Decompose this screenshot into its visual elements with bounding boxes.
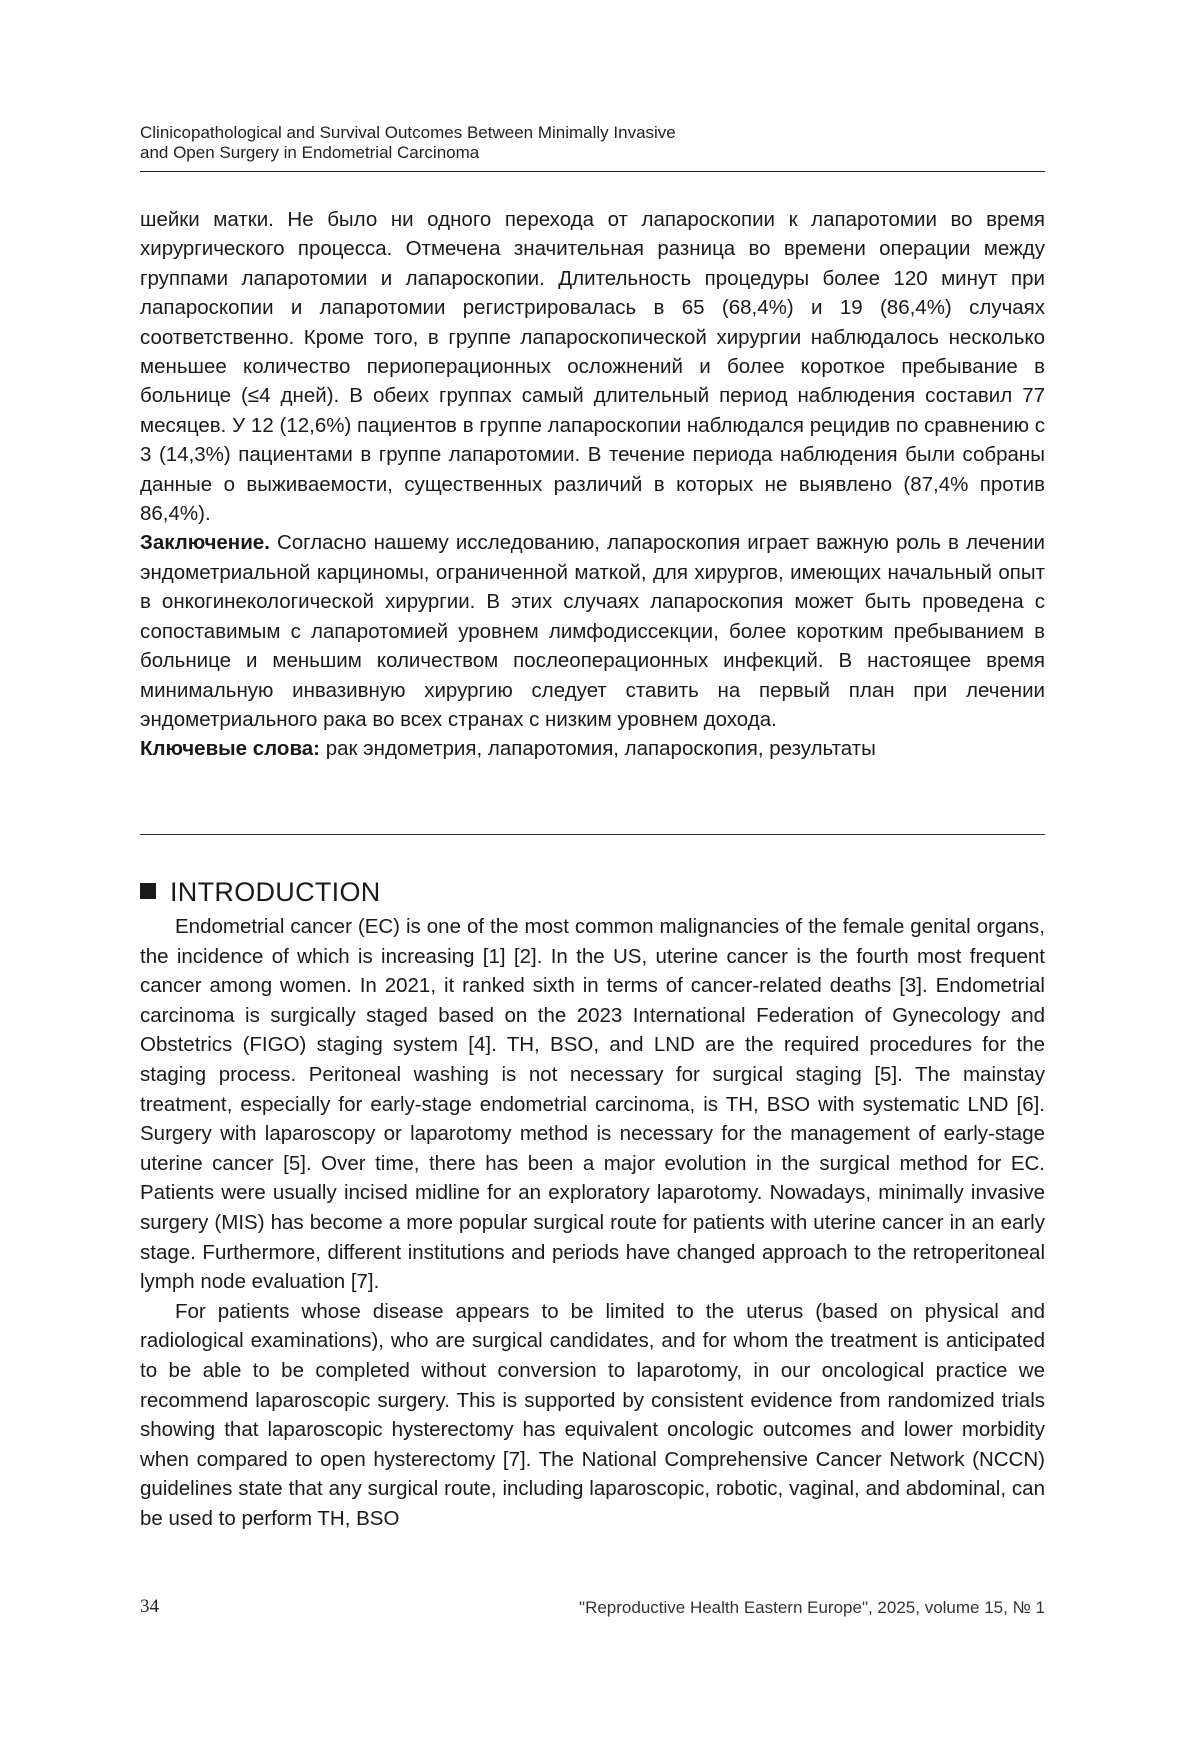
journal-citation: "Reproductive Health Eastern Europe", 2025, volume 15, № 1 — [579, 1598, 1045, 1617]
running-head — [140, 123, 1045, 172]
square-bullet-icon — [140, 883, 156, 899]
abstract-conclusion — [140, 528, 1045, 734]
introduction-paragraph-2: For patients whose disease appears to be limited to the uterus (based on physical and radiological examinations), who are surgical candidates, and for whom the treatment is anticipated to be able to be completed without conversion to laparotomy, in our oncological practice we recommend laparoscopic surgery. This is supported by consistent evidence from randomized trials showing that laparoscopic hysterectomy has equivalent oncologic outcomes and lower morbidity when compared to open hysterectomy [7]. The National Comprehensive Cancer Network (NCCN) guidelines state that any surgical route, including laparoscopic, robotic, vaginal, and abdominal, can be used to perform TH, BSO — [140, 1299, 1045, 1530]
introduction-heading — [140, 876, 1045, 908]
introduction-heading-text: INTRODUCTION — [170, 877, 381, 907]
running-head-line-1: Clinicopathological and Survival Outcomes Between Minimally Invasive — [140, 123, 676, 142]
conclusion-text: Согласно нашему исследованию, лапароскопия играет важную роль в лечении эндометриальной карциномы, ограниченной маткой, для хирургов, имеющих начальный опыт в онкогинекологической хирургии. В этих случаях лапароскопия может быть проведена с сопоставимым с лапаротомией уровнем лимфодиссекции, более коротким пребыванием в больнице и меньшим количеством послеоперационных инфекций. В настоящее время минимальную инвазивную хирургию следует ставить на первый план при лечении эндометриального рака во всех странах с низким уровнем дохода. — [140, 531, 1045, 731]
page-number: 34 — [140, 1596, 159, 1617]
introduction-paragraph-1: Endometrial cancer (EC) is one of the most common malignancies of the female genital organs, the incidence of which is increasing [1] [2]. In the US, uterine cancer is the fourth most frequent cancer among women. In 2021, it ranked sixth in terms of cancer-related deaths [3]. Endometrial carcinoma is surgically staged based on the 2023 International Federation of Gynecology and Obstetrics (FIGO) staging system [4]. TH, BSO, and LND are the required procedures for the staging process. Peritoneal washing is not necessary for surgical staging [5]. The mainstay treatment, especially for early-stage endometrial carcinoma, is TH, BSO with systematic LND [6]. Surgery with laparoscopy or laparotomy method is necessary for the management of early-stage uterine cancer [5]. Over time, there has been a major evolution in the surgical method for EC. Patients were usually incised midline for an exploratory laparotomy. Nowadays, minimally invasive surgery (MIS) has become a more popular surgical route for patients with uterine cancer in an early stage. Furthermore, different institutions and periods have changed approach to the retroperitoneal lymph node evaluation [7]. — [140, 915, 1045, 1294]
abstract-results-continued: шейки матки. Не было ни одного перехода от лапароскопии к лапаротомии во время хирургического процесса. Отмечена значительная разница во времени операции между группами лапаротомии и лапароскопии. Длительность процедуры более 120 минут при лапароскопии и лапаротомии регистрировалась в 65 (68,4%) и 19 (86,4%) случаях соответственно. Кроме того, в группе лапароскопической хирургии наблюдалось несколько меньшее количество периоперационных осложнений и более короткое пребывание в больнице (≤4 дней). В обеих группах самый длительный период наблюдения составил 77 месяцев. У 12 (12,6%) пациентов в группе лапароскопии наблюдался рецидив по сравнению с 3 (14,3%) пациентами в группе лапаротомии. В течение периода наблюдения были собраны данные о выживаемости, существенных различий в которых не выявлено (87,4% против 86,4%). — [140, 208, 1045, 526]
running-head-line-2: and Open Surgery in Endometrial Carcinoma — [140, 143, 480, 162]
abstract — [140, 205, 1045, 764]
section-divider — [140, 834, 1045, 835]
conclusion-label: Заключение. — [140, 531, 270, 555]
keywords-text: рак эндометрия, лапаротомия, лапароскопия, результаты — [320, 737, 876, 761]
keywords-label: Ключевые слова: — [140, 737, 321, 761]
introduction-body — [140, 912, 1045, 1533]
abstract-keywords — [140, 734, 1045, 763]
